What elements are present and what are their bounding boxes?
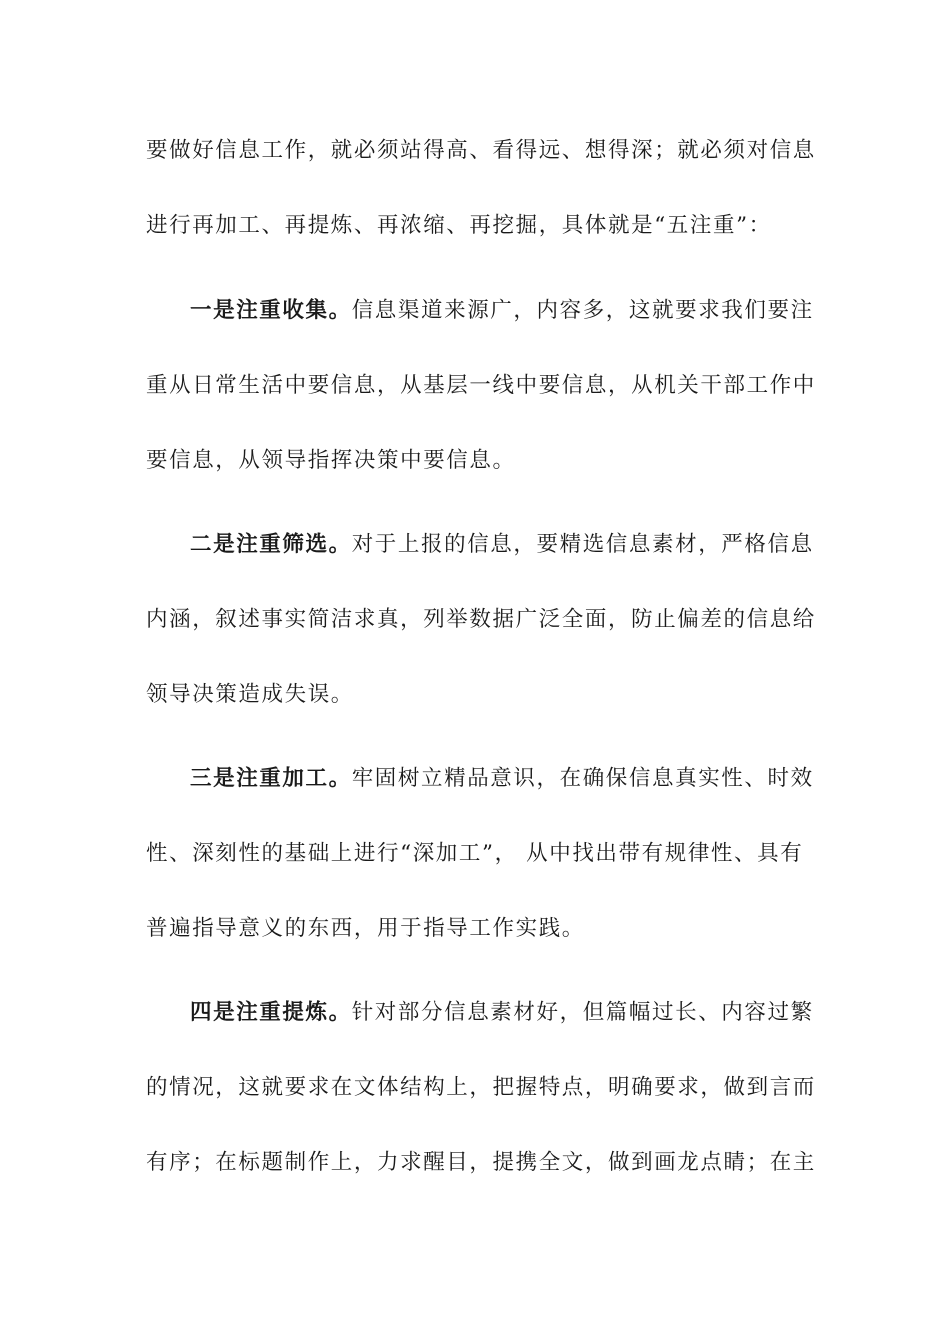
item1-heading: 一是注重收集。 [190, 298, 352, 323]
item4-line-2: 的情况，这就要求在文体结构上，把握特点，明确要求，做到言而 [146, 1075, 816, 1100]
item3-first-line [190, 759, 814, 799]
item1-first-line [190, 291, 814, 331]
item2-line-3: 领导决策造成失误。 [146, 682, 354, 707]
item3-line-2: 性、深刻性的基础上进行“深加工”， 从中找出带有规律性、具有 [146, 841, 804, 866]
intro-line-2: 进行再加工、再提炼、再浓缩、再挖掘，具体就是“五注重”： [146, 213, 772, 238]
item3-text-1: 牢固树立精品意识，在确保信息真实性、时效 [351, 766, 814, 791]
item4-first-line [190, 993, 814, 1033]
intro-line-1: 要做好信息工作，就必须站得高、看得远、想得深；就必须对信息 [146, 138, 816, 163]
item2-line-2: 内涵，叙述事实简洁求真，列举数据广泛全面，防止偏差的信息给 [146, 607, 816, 632]
item2-text-1: 对于上报的信息，要精选信息素材，严格信息 [351, 532, 814, 557]
item2-first-line [190, 525, 814, 565]
item1-text-1: 信息渠道来源广，内容多，这就要求我们要注 [351, 298, 814, 323]
item4-text-1: 针对部分信息素材好，但篇幅过长、内容过繁 [351, 1000, 814, 1025]
item3-line-3: 普遍指导意义的东西，用于指导工作实践。 [146, 916, 585, 941]
item3-heading: 三是注重加工。 [190, 766, 352, 791]
item4-heading: 四是注重提炼。 [190, 1000, 352, 1025]
item1-line-2: 重从日常生活中要信息，从基层一线中要信息，从机关干部工作中 [146, 373, 816, 398]
item2-heading: 二是注重筛选。 [190, 532, 352, 557]
item1-line-3: 要信息，从领导指挥决策中要信息。 [146, 448, 516, 473]
item4-line-3: 有序；在标题制作上，力求醒目，提携全文，做到画龙点睛；在主 [146, 1150, 816, 1175]
